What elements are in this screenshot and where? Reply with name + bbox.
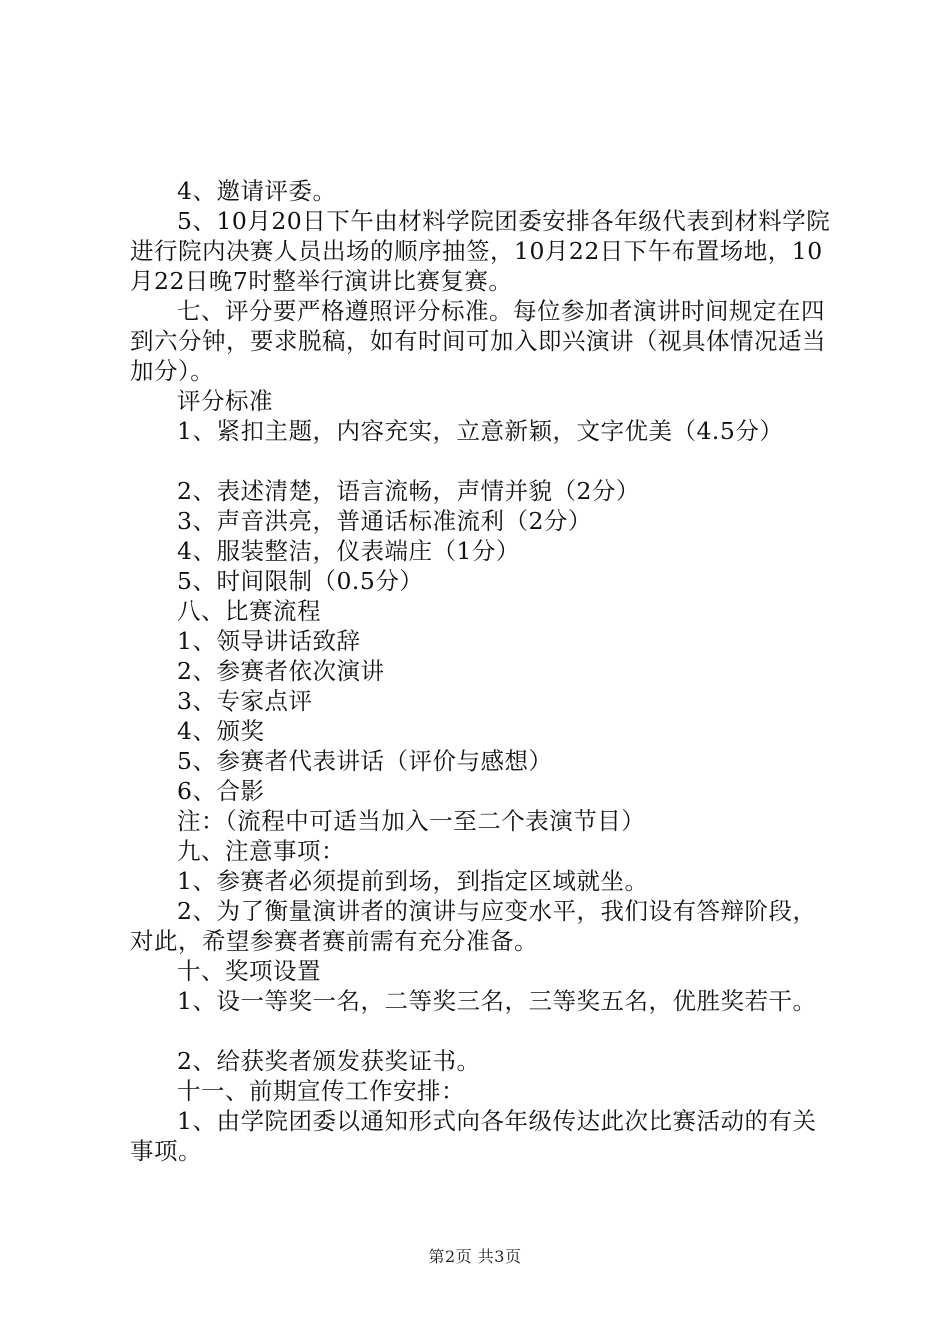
heading-section-10-awards: 十、奖项设置 (177, 957, 321, 985)
paragraph-schedule: 5、10月20日下午由材料学院团委安排各年级代表到材料学院进行院内决赛人员出场的顺序抽签，10月22日下午布置场地，10月22日晚7时整举行演讲比赛复赛。 (130, 207, 831, 295)
heading-section-11-publicity: 十一、前期宣传工作安排： (177, 1077, 465, 1105)
criterion-4: 4、服装整洁，仪表端庄（1分） (177, 537, 520, 565)
criterion-1: 1、紧扣主题，内容充实，立意新颖，文字优美（4.5分） (177, 417, 784, 445)
blank-line (130, 446, 832, 476)
criterion-3: 3、声音洪亮，普通话标准流利（2分） (177, 507, 592, 535)
heading-scoring-criteria: 评分标准 (177, 387, 273, 415)
note-2: 2、为了衡量演讲者的演讲与应变水平，我们设有答辩阶段，对此，希望参赛者赛前需有充分准备。 (130, 897, 817, 955)
paragraph-invite-judges: 4、邀请评委。 (177, 177, 337, 205)
process-step-6: 6、合影 (177, 777, 265, 805)
criterion-5: 5、时间限制（0.5分） (177, 567, 424, 595)
process-step-3: 3、专家点评 (177, 687, 313, 715)
heading-section-9-notes: 九、注意事项： (177, 837, 345, 865)
page-footer: 第2页 共3页 (428, 1247, 522, 1266)
award-1: 1、设一等奖一名，二等奖三名，三等奖五名，优胜奖若干。 (177, 987, 817, 1015)
award-2: 2、给获奖者颁发获奖证书。 (177, 1047, 481, 1075)
blank-line (130, 1016, 832, 1046)
publicity-1: 1、由学院团委以通知形式向各年级传达此次比赛活动的有关事项。 (130, 1107, 817, 1165)
heading-section-8-process: 八、比赛流程 (177, 597, 321, 625)
process-step-1: 1、领导讲话致辞 (177, 627, 361, 655)
process-step-4: 4、颁奖 (177, 717, 265, 745)
criterion-2: 2、表述清楚，语言流畅，声情并貌（2分） (177, 477, 640, 505)
process-step-2: 2、参赛者依次演讲 (177, 657, 385, 685)
process-step-5: 5、参赛者代表讲话（评价与感想） (177, 747, 553, 775)
process-note: 注：（流程中可适当加入一至二个表演节目） (177, 807, 646, 835)
document-body (130, 176, 832, 1166)
paragraph-section-7-scoring: 七、评分要严格遵照评分标准。每位参加者演讲时间规定在四到六分钟，要求脱稿，如有时间可加入即兴演讲（视具体情况适当加分）。 (130, 297, 826, 385)
note-1: 1、参赛者必须提前到场，到指定区域就坐。 (177, 867, 649, 895)
